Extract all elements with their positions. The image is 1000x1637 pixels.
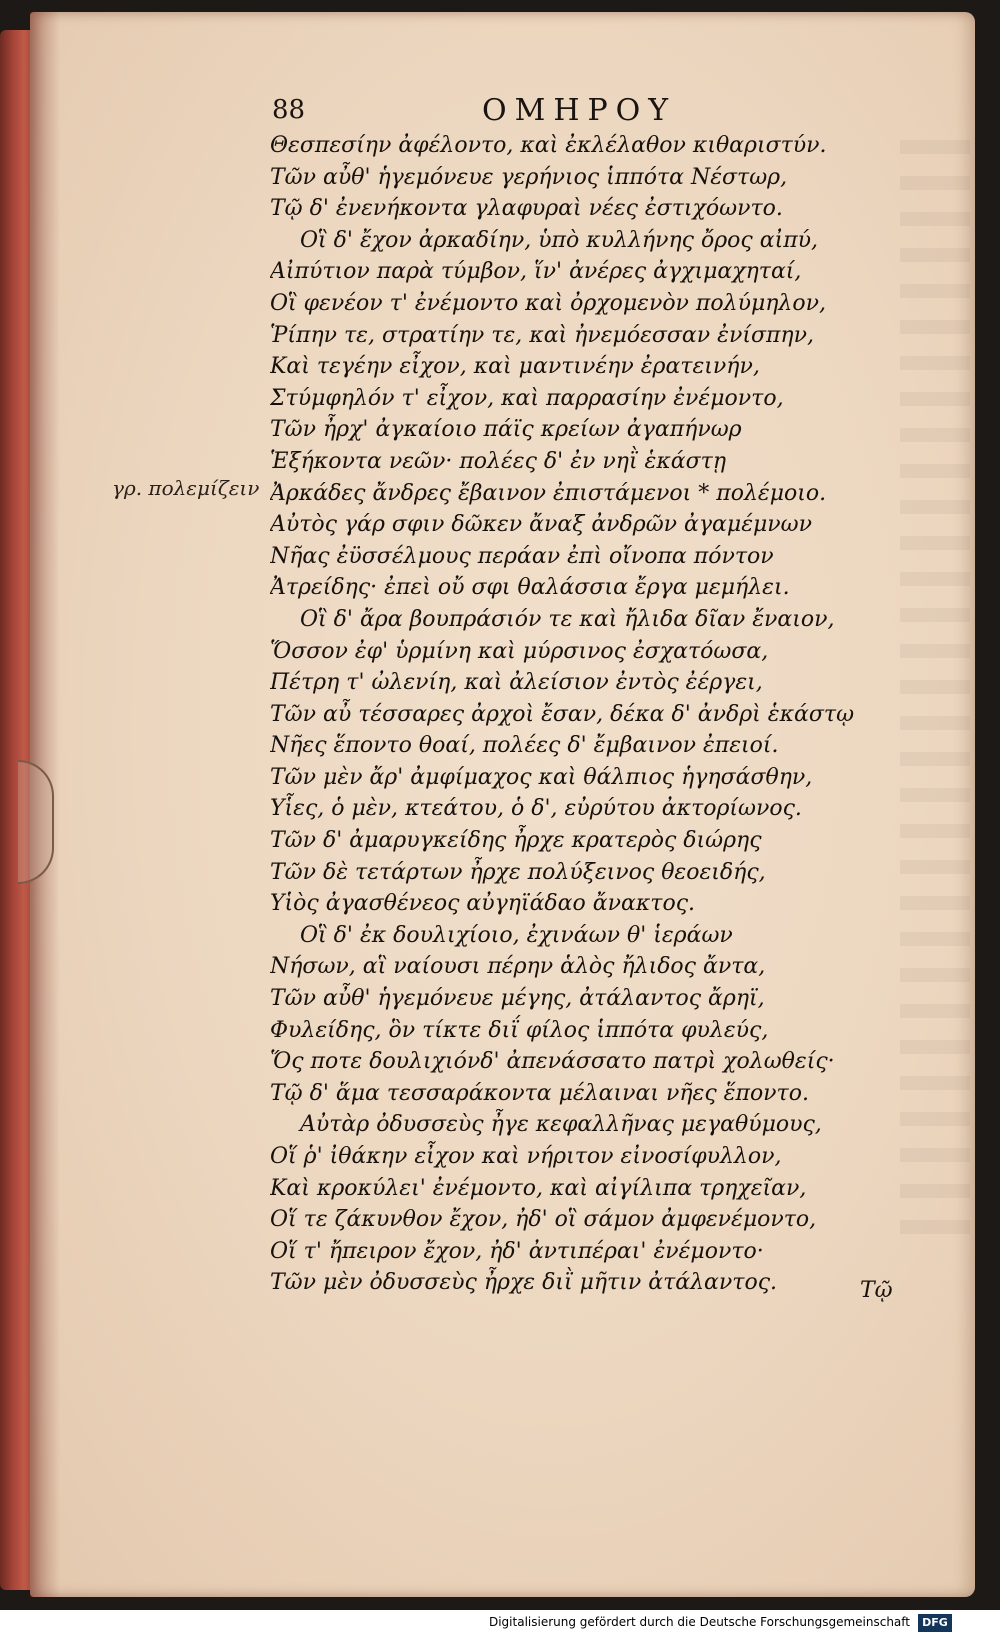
verse-line: Οἳ φενέον τ' ἐνέμοντο καὶ ὀρχομενὸν πολύμηλον, xyxy=(270,290,826,316)
verse-line: Τῶν μὲν ὀδυσσεὺς ἦρχε διῒ μῆτιν ἀτάλαντος. xyxy=(270,1270,778,1296)
catchword: Τῷ xyxy=(860,1278,893,1303)
verse-text-block xyxy=(270,130,890,1299)
verse-line: Καὶ τεγέην εἶχον, καὶ μαντινέην ἐρατεινήν, xyxy=(270,354,760,380)
digitization-credit: Digitalisierung gefördert durch die Deutsche Forschungsgemeinschaft xyxy=(488,1615,910,1629)
verse-line: Νήσων, αἳ ναίουσι πέρην ἁλὸς ἤλιδος ἄντα, xyxy=(270,954,766,980)
verse-line: Ἑξήκοντα νεῶν· πολέες δ' ἐν νηῒ ἑκάστῃ xyxy=(270,448,727,474)
verse-line: Τῷ δ' ἐνενήκοντα γλαφυραὶ νέες ἐστιχόωντο. xyxy=(270,196,783,222)
verse-line: Ὅσσον ἐφ' ὑρμίνη καὶ μύρσινος ἐσχατόωσα, xyxy=(270,638,769,664)
verse-line: Ἀτρείδης· ἐπεὶ οὔ σφι θαλάσσια ἔργα μεμήλει. xyxy=(270,575,790,601)
verse-line: Τῶν μὲν ἄρ' ἀμφίμαχος καὶ θάλπιος ἡγησάσθην, xyxy=(270,764,813,790)
verse-line: Τῶν αὖθ' ἡγεμόνευε γερήνιος ἱππότα Νέστωρ, xyxy=(270,164,788,190)
verse-line: Τῶν αὖ τέσσαρες ἀρχοὶ ἔσαν, δέκα δ' ἀνδρὶ ἑκάστῳ xyxy=(270,701,855,727)
verse-line: Φυλείδης, ὃν τίκτε διΐ φίλος ἱππότα φυλεύς, xyxy=(270,1017,769,1043)
verse-line: Οἵ τε ζάκυνθον ἔχον, ἠδ' οἳ σάμον ἀμφενέμοντο, xyxy=(270,1207,817,1233)
verse-line: Υἱὸς ἀγασθένεος αὐγηϊάδαο ἄνακτος. xyxy=(270,891,696,917)
verse-line: Στύμφηλόν τ' εἶχον, καὶ παρρασίην ἐνέμοντο, xyxy=(270,385,784,411)
verse-line: Πέτρη τ' ὠλενίη, καὶ ἀλείσιον ἐντὸς ἐέργει, xyxy=(270,670,763,696)
verse-line: Ὅς ποτε δουλιχιόνδ' ἀπενάσσατο πατρὶ χολωθείς· xyxy=(270,1049,835,1075)
verse-line: Αἰπύτιον παρὰ τύμβον, ἵν' ἀνέρες ἀγχιμαχηταί, xyxy=(270,259,802,285)
page-number: 88 xyxy=(272,95,306,125)
verse-line: Νῆες ἕποντο θοαί, πολέες δ' ἔμβαινον ἐπειοί. xyxy=(270,733,779,759)
verse-line: Οἵ τ' ἤπειρον ἔχον, ἠδ' ἀντιπέραι' ἐνέμοντο· xyxy=(270,1238,764,1264)
verse-line: Αὐτὰρ ὀδυσσεὺς ἦγε κεφαλλῆνας μεγαθύμους, xyxy=(300,1112,822,1138)
running-title: ΟΜΗΡΟΥ xyxy=(482,93,677,128)
verse-line: Καὶ κροκύλει' ἐνέμοντο, καὶ αἰγίλιπα τρηχεῖαν, xyxy=(270,1175,807,1201)
page-clip xyxy=(18,760,54,884)
verse-line: Τῶν ἦρχ' ἀγκαίοιο πάϊς κρείων ἀγαπήνωρ xyxy=(270,417,742,443)
footer-bar xyxy=(0,1610,1000,1637)
margin-note: γρ. πολεμίζειν xyxy=(112,476,260,500)
verse-line: Οἳ δ' ἔχον ἀρκαδίην, ὑπὸ κυλλήνης ὄρος αἰπύ, xyxy=(300,227,819,253)
verse-line: Τῷ δ' ἅμα τεσσαράκοντα μέλαιναι νῆες ἕποντο. xyxy=(270,1080,809,1106)
verse-line: Οἳ δ' ἐκ δουλιχίοιο, ἐχινάων θ' ἱεράων xyxy=(300,922,733,948)
verse-line: Θεσπεσίην ἀφέλοντο, καὶ ἐκλέλαθον κιθαριστύν. xyxy=(270,133,827,158)
show-through-text xyxy=(900,140,970,1240)
verse-line: Ῥίπην τε, στρατίην τε, καὶ ἠνεμόεσσαν ἐνίσπην, xyxy=(270,322,814,348)
verse-line: Οἵ ῥ' ἰθάκην εἶχον καὶ νήριτον εἰνοσίφυλλον, xyxy=(270,1144,782,1169)
dfg-logo: DFG xyxy=(918,1614,952,1632)
verse-line: Τῶν δὲ τετάρτων ἦρχε πολύξεινος θεοειδής, xyxy=(270,859,766,885)
verse-line: Τῶν αὖθ' ἡγεμόνευε μέγης, ἀτάλαντος ἄρηϊ, xyxy=(270,986,765,1012)
verse-line: Αὐτὸς γάρ σφιν δῶκεν ἄναξ ἀνδρῶν ἀγαμέμνων xyxy=(270,512,812,538)
verse-line: Νῆας ἐϋσσέλμους περάαν ἐπὶ οἴνοπα πόντον xyxy=(270,543,774,569)
page-header xyxy=(272,95,832,131)
verse-line: Τῶν δ' ἀμαρυγκείδης ἦρχε κρατερὸς διώρης xyxy=(270,828,762,854)
verse-line: Οἳ δ' ἄρα βουπράσιόν τε καὶ ἤλιδα δῖαν ἔναιον, xyxy=(300,606,835,632)
verse-line: Ἀρκάδες ἄνδρες ἔβαινον ἐπιστάμενοι * πολέμοιο. xyxy=(270,480,827,506)
verse-line: Υἷες, ὁ μὲν, κτεάτου, ὁ δ', εὐρύτου ἀκτορίωνος. xyxy=(270,796,802,822)
